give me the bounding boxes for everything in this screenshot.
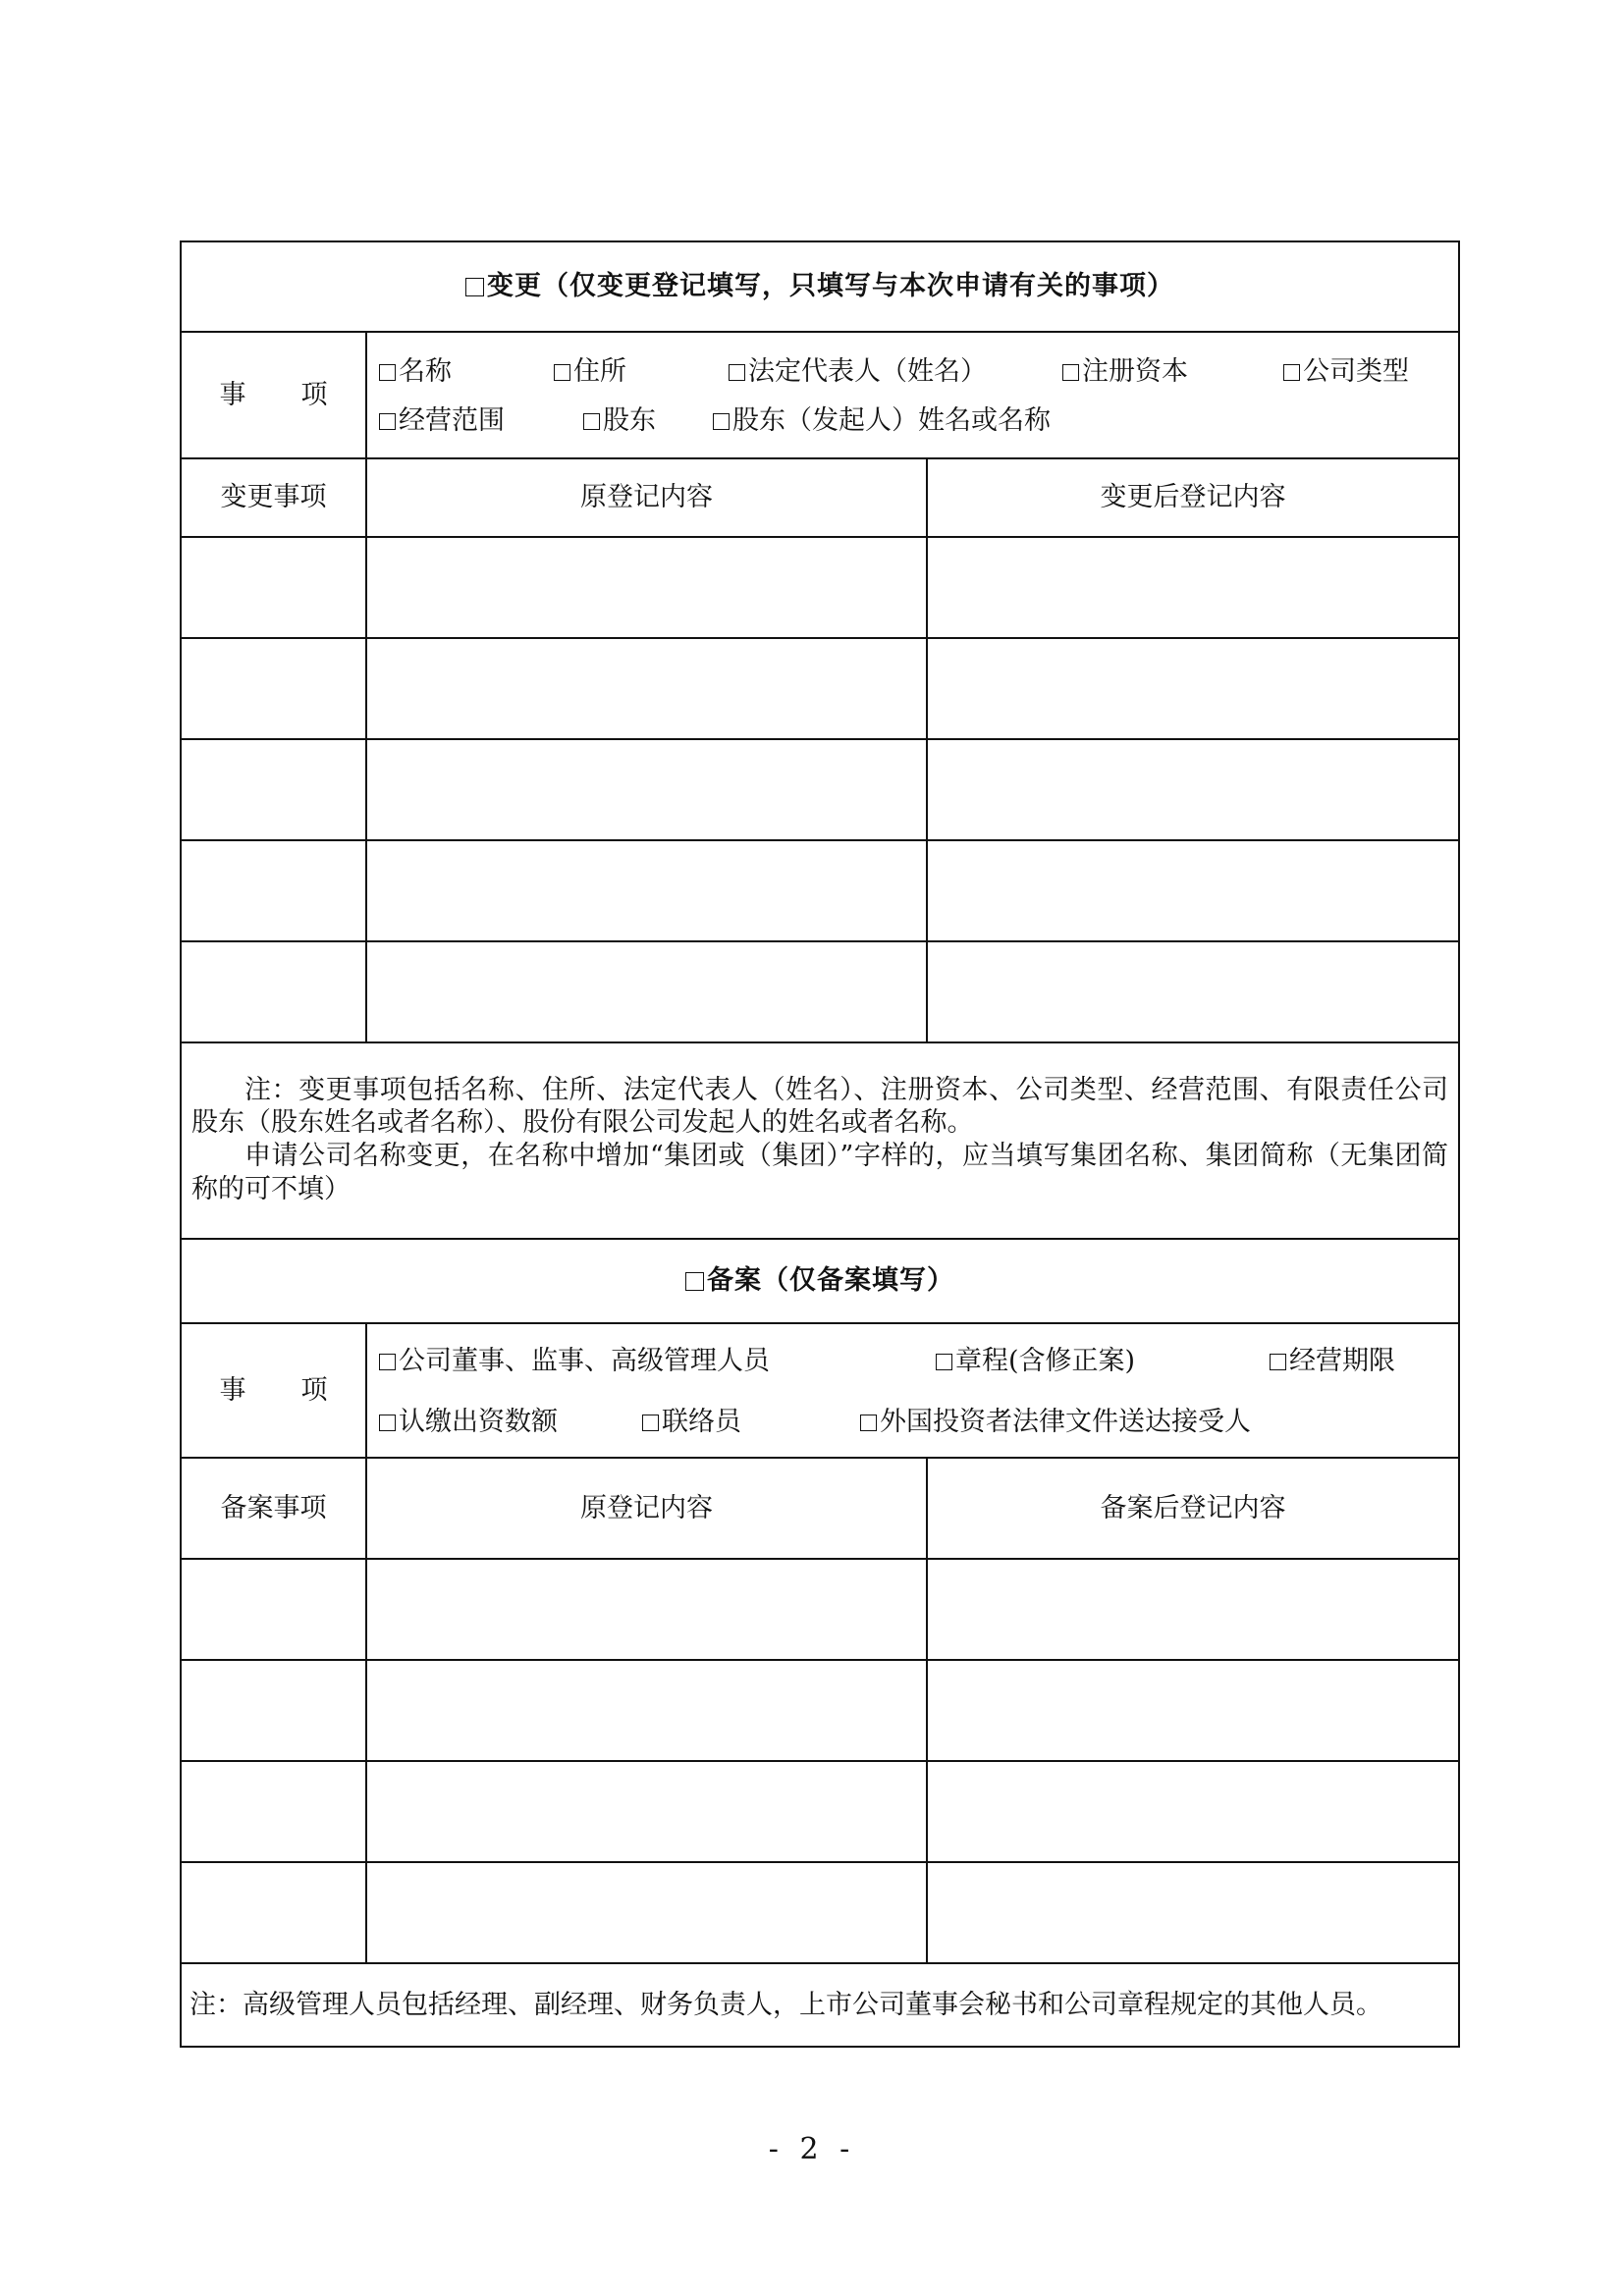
change-checkbox[interactable]	[465, 278, 484, 296]
option-foreign-investor-agent[interactable]: 外国投资者法律文件送达接受人	[860, 1406, 1251, 1439]
change-entry-row	[181, 840, 1459, 941]
filing-entry-row	[181, 1660, 1459, 1761]
filing-entry-item[interactable]	[181, 1862, 366, 1963]
option-business-scope[interactable]: 经营范围	[379, 404, 583, 438]
filing-section-title-text: 备案（仅备案填写）	[707, 1265, 954, 1297]
change-entry-original[interactable]	[366, 537, 927, 638]
filing-section-title	[181, 1239, 1459, 1323]
filing-entry-after[interactable]	[927, 1559, 1459, 1660]
change-options-row-2	[379, 398, 1450, 445]
filing-entry-after[interactable]	[927, 1761, 1459, 1862]
filing-entry-original[interactable]	[366, 1862, 927, 1963]
change-entry-original[interactable]	[366, 941, 927, 1042]
checkbox-icon[interactable]	[1283, 364, 1300, 381]
change-entry-row	[181, 638, 1459, 739]
change-entry-after[interactable]	[927, 941, 1459, 1042]
page-number: - 2 -	[768, 2132, 856, 2166]
filing-entry-row	[181, 1862, 1459, 1963]
change-entry-item[interactable]	[181, 941, 366, 1042]
change-section-title-text: 变更（仅变更登记填写，只填写与本次申请有关的事项）	[487, 271, 1174, 302]
filing-entry-after[interactable]	[927, 1660, 1459, 1761]
filing-header-row	[181, 1458, 1459, 1559]
change-items-label	[181, 332, 366, 458]
change-entry-row	[181, 739, 1459, 840]
filing-entry-item[interactable]	[181, 1761, 366, 1862]
option-shareholder-name[interactable]: 股东（发起人）姓名或名称	[713, 404, 1051, 438]
option-shareholder[interactable]: 股东	[583, 404, 713, 438]
change-header-item: 变更事项	[181, 458, 366, 537]
change-section-title-row	[181, 241, 1459, 332]
filing-entry-original[interactable]	[366, 1660, 927, 1761]
change-note-paragraph-1: 注：变更事项包括名称、住所、法定代表人（姓名）、注册资本、公司类型、经营范围、有限责任公司股东（股东姓名或者名称）、股份有限公司发起人的姓名或者名称。	[191, 1074, 1449, 1139]
option-legal-representative[interactable]: 法定代表人（姓名）	[729, 355, 1062, 389]
filing-checkbox[interactable]	[685, 1272, 704, 1291]
change-entry-row	[181, 537, 1459, 638]
registration-form-table	[180, 240, 1460, 2048]
checkbox-icon[interactable]	[379, 1415, 396, 1431]
filing-header-after: 备案后登记内容	[927, 1458, 1459, 1559]
change-note	[181, 1042, 1459, 1239]
change-entry-after[interactable]	[927, 840, 1459, 941]
change-header-row	[181, 458, 1459, 537]
change-entry-row	[181, 941, 1459, 1042]
filing-items-label	[181, 1323, 366, 1458]
change-entry-after[interactable]	[927, 537, 1459, 638]
filing-entry-row	[181, 1761, 1459, 1862]
option-name[interactable]: 名称	[379, 355, 554, 389]
option-liaison[interactable]: 联络员	[642, 1406, 860, 1439]
filing-note-row	[181, 1963, 1459, 2047]
change-entry-original[interactable]	[366, 840, 927, 941]
change-entry-original[interactable]	[366, 638, 927, 739]
filing-note: 注：高级管理人员包括经理、副经理、财务负责人，上市公司董事会秘书和公司章程规定的其他人员。	[181, 1963, 1459, 2047]
change-items-label-right: 项	[300, 379, 328, 410]
change-items-label-left: 事	[219, 379, 246, 410]
checkbox-icon[interactable]	[379, 413, 396, 430]
filing-entry-original[interactable]	[366, 1559, 927, 1660]
filing-header-original: 原登记内容	[366, 1458, 927, 1559]
checkbox-icon[interactable]	[1270, 1354, 1286, 1370]
checkbox-icon[interactable]	[729, 364, 745, 381]
change-entry-item[interactable]	[181, 840, 366, 941]
change-note-row	[181, 1042, 1459, 1239]
option-business-term[interactable]: 经营期限	[1270, 1345, 1395, 1378]
filing-entry-after[interactable]	[927, 1862, 1459, 1963]
change-items-options	[366, 332, 1459, 458]
checkbox-icon[interactable]	[379, 1354, 396, 1370]
filing-entry-row	[181, 1559, 1459, 1660]
option-address[interactable]: 住所	[554, 355, 729, 389]
option-directors-supervisors[interactable]: 公司董事、监事、高级管理人员	[379, 1345, 936, 1378]
filing-items-label-right: 项	[300, 1374, 328, 1406]
change-note-paragraph-2: 申请公司名称变更，在名称中增加“集团或（集团）”字样的，应当填写集团名称、集团简称（无集团简称的可不填）	[191, 1141, 1449, 1204]
checkbox-icon[interactable]	[713, 413, 730, 430]
change-entry-after[interactable]	[927, 638, 1459, 739]
checkbox-icon[interactable]	[1062, 364, 1079, 381]
filing-items-options	[366, 1323, 1459, 1458]
change-section-title	[181, 241, 1459, 332]
filing-items-row	[181, 1323, 1459, 1458]
filing-entry-original[interactable]	[366, 1761, 927, 1862]
option-registered-capital[interactable]: 注册资本	[1062, 355, 1283, 389]
change-entry-original[interactable]	[366, 739, 927, 840]
change-options-row-1	[379, 347, 1450, 398]
checkbox-icon[interactable]	[554, 364, 570, 381]
checkbox-icon[interactable]	[860, 1415, 877, 1431]
checkbox-icon[interactable]	[379, 364, 396, 381]
filing-options-row-2	[379, 1393, 1450, 1452]
change-header-original: 原登记内容	[366, 458, 927, 537]
filing-items-label-left: 事	[219, 1374, 246, 1406]
change-entry-item[interactable]	[181, 537, 366, 638]
filing-header-item: 备案事项	[181, 1458, 366, 1559]
filing-entry-item[interactable]	[181, 1559, 366, 1660]
option-articles[interactable]: 章程(含修正案)	[936, 1345, 1270, 1378]
change-header-after: 变更后登记内容	[927, 458, 1459, 537]
change-entry-item[interactable]	[181, 739, 366, 840]
checkbox-icon[interactable]	[642, 1415, 659, 1431]
checkbox-icon[interactable]	[936, 1354, 952, 1370]
filing-section-title-row	[181, 1239, 1459, 1323]
filing-options-row-1	[379, 1330, 1450, 1393]
option-company-type[interactable]: 公司类型	[1283, 355, 1409, 389]
change-entry-after[interactable]	[927, 739, 1459, 840]
filing-entry-item[interactable]	[181, 1660, 366, 1761]
change-entry-item[interactable]	[181, 638, 366, 739]
change-items-row	[181, 332, 1459, 458]
checkbox-icon[interactable]	[583, 413, 600, 430]
option-subscribed-capital[interactable]: 认缴出资数额	[379, 1406, 642, 1439]
